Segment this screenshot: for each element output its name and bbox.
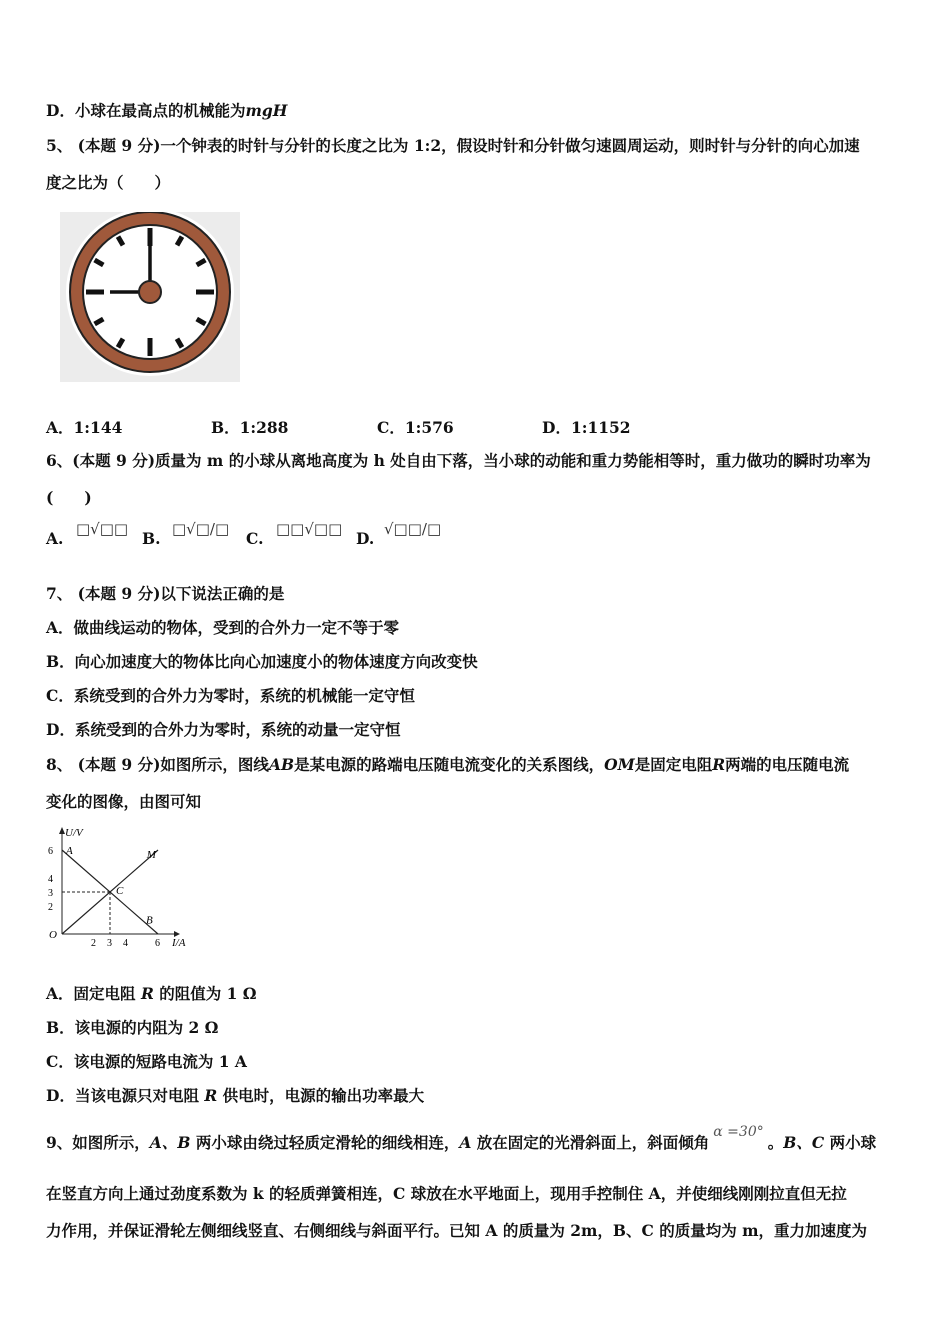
q9-stem-line3: 力作用，并保证滑轮左侧细线竖直、右侧细线与斜面平行。已知 A 的质量为 2m，B、C 的质量均为 m，重力加速度为	[46, 1221, 868, 1240]
q8-option-b: B．该电源的内阻为 2 Ω	[46, 1018, 219, 1037]
q8-stem-line2: 变化的图像，由图可知	[46, 792, 202, 811]
q6-option-d-expr: √□□/□	[384, 520, 442, 538]
q8-option-d-var: R	[204, 1086, 218, 1105]
q9-text-2: 两小球由绕过轻质定滑轮的细线相连，	[190, 1133, 460, 1152]
q9-text-5: 两小球	[824, 1133, 877, 1152]
q5-option-b: B．1:288	[211, 418, 289, 437]
point-label-m: M	[146, 848, 156, 861]
q4-option-d	[46, 101, 287, 121]
point-label-c: C	[116, 885, 124, 897]
q8-option-a-var: R	[140, 984, 154, 1003]
q8-var-om: OM	[604, 755, 635, 774]
q8-option-d-pre: D．当该电源只对电阻	[46, 1086, 205, 1105]
q5-option-c: C．1:576	[377, 418, 454, 437]
q6-stem-line2: ( )	[46, 488, 92, 507]
point-label-b: B	[146, 914, 153, 927]
q7-option-b: B．向心加速度大的物体比向心加速度小的物体速度方向改变快	[46, 652, 478, 671]
q7-stem: 7、 (本题 9 分)以下说法正确的是	[46, 584, 285, 603]
q8-option-a-pre: A．固定电阻	[46, 984, 141, 1003]
y-tick-label-3: 2	[48, 902, 53, 913]
q9-text-1: 9、如图所示，	[46, 1133, 150, 1152]
q7-option-d: D．系统受到的合外力为零时，系统的动量一定守恒	[46, 720, 401, 739]
q8-option-c: C．该电源的短路电流为 1 A	[46, 1052, 247, 1071]
x-tick-label-1: 3	[107, 938, 112, 949]
q9-var-bc: B、C	[783, 1133, 825, 1152]
q8-stem-line1	[46, 755, 849, 775]
q5-stem-line2: 度之比为（ ）	[46, 173, 171, 192]
q8-option-a	[46, 984, 257, 1004]
q8-text-1: 8、 (本题 9 分)如图所示，图线	[46, 755, 269, 774]
clock-illustration	[60, 212, 240, 382]
y-tick-label-1: 4	[48, 874, 53, 885]
q4-option-d-expr: mgH	[245, 101, 288, 120]
x-axis-label: I/A	[172, 937, 186, 949]
q7-option-a: A．做曲线运动的物体，受到的合外力一定不等于零	[46, 618, 400, 637]
q5-stem-line1: 5、 (本题 9 分)一个钟表的时针与分针的长度之比为 1:2，假设时针和分针做匀速圆周运动，则时针与分针的向心加速	[46, 136, 860, 155]
q8-option-d	[46, 1086, 424, 1106]
y-axis-label: U/V	[65, 827, 83, 839]
q8-option-d-post: 供电时，电源的输出功率最大	[217, 1086, 425, 1105]
q6-option-c-expr: □□√□□	[276, 520, 343, 538]
x-tick-label-2: 4	[123, 938, 128, 949]
q9-text-4: 。	[767, 1133, 784, 1152]
origin-label: O	[49, 929, 57, 941]
q7-option-c: C．系统受到的合外力为零时，系统的机械能一定守恒	[46, 686, 415, 705]
point-label-a: A	[66, 845, 73, 857]
q8-option-a-post: 的阻值为 1 Ω	[153, 984, 257, 1003]
q8-text-2: 是某电源的路端电压随电流变化的关系图线，	[294, 755, 605, 774]
q9-var-a: A	[459, 1133, 472, 1152]
q8-var-r: R	[712, 755, 726, 774]
q5-option-d: D．1:1152	[542, 418, 631, 437]
x-tick-label-0: 2	[91, 938, 96, 949]
q8-text-3: 是固定电阻	[634, 755, 713, 774]
q9-text-3: 放在固定的光滑斜面上，斜面倾角	[471, 1133, 710, 1152]
q6-option-b-expr: □√□/□	[172, 520, 230, 538]
q9-angle: α =30°	[713, 1124, 764, 1140]
y-tick-label-2: 3	[48, 888, 53, 899]
q6-option-a-expr: □√□□	[76, 520, 129, 538]
q6-option-b-label: B.	[142, 529, 161, 548]
y-tick-label-0: 6	[48, 846, 53, 857]
q4-option-d-text: D．小球在最高点的机械能为	[46, 101, 246, 120]
q9-var-ab: A、B	[149, 1133, 191, 1152]
q8-text-4: 两端的电压随电流	[725, 755, 850, 774]
q8-var-ab: AB	[268, 755, 295, 774]
q8-ui-graph	[44, 826, 204, 950]
q5-option-a: A．1:144	[46, 418, 123, 437]
q9-stem-line2: 在竖直方向上通过劲度系数为 k 的轻质弹簧相连，C 球放在水平地面上，现用手控制住 A，并使细线刚刚拉直但无拉	[46, 1184, 847, 1203]
q6-option-d-label: D.	[356, 529, 375, 548]
q6-option-a-label: A.	[46, 529, 64, 548]
q6-option-c-label: C.	[246, 529, 264, 548]
x-tick-label-3: 6	[155, 938, 160, 949]
q6-stem-line1: 6、(本题 9 分)质量为 m 的小球从离地高度为 h 处自由下落，当小球的动能和重力势能相等时，重力做功的瞬时功率为	[46, 451, 871, 470]
q9-stem-line1	[46, 1124, 877, 1154]
